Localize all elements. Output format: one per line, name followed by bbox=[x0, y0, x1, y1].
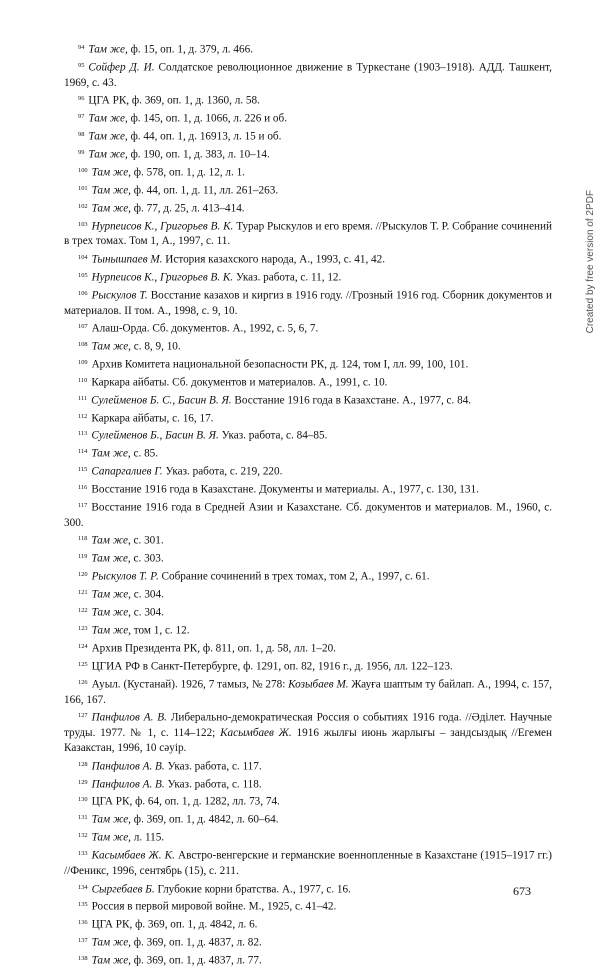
footnote-128 bbox=[64, 757, 552, 775]
footnote-97 bbox=[64, 109, 552, 127]
footnote-author: Там же, bbox=[91, 447, 131, 460]
footnote-text: Каркара айбаты, с. 16, 17. bbox=[91, 412, 214, 425]
footnote-author: Там же, bbox=[91, 624, 131, 637]
footnote-105 bbox=[64, 268, 552, 286]
footnote-author: Там же, bbox=[91, 552, 131, 565]
footnote-132 bbox=[64, 828, 552, 846]
footnote-author: Там же, bbox=[91, 588, 131, 601]
footnote-author: Сапаргалиев Г. bbox=[91, 465, 163, 478]
footnote-102 bbox=[64, 199, 552, 217]
footnote-author: Там же, bbox=[91, 813, 131, 826]
footnotes-list bbox=[64, 40, 552, 969]
footnote-98 bbox=[64, 127, 552, 145]
footnote-120 bbox=[64, 567, 552, 585]
footnote-number: 119 bbox=[78, 553, 88, 561]
footnote-number: 109 bbox=[78, 358, 88, 366]
footnote-text: Солдатское революционное движение в Туркестане (1903–1918). АДД. Ташкент, 1969, с. 43. bbox=[64, 61, 552, 89]
footnote-author: Там же, bbox=[91, 166, 131, 179]
footnote-number: 138 bbox=[78, 955, 88, 963]
footnote-number: 102 bbox=[78, 202, 88, 210]
footnote-number: 127 bbox=[78, 711, 88, 719]
footnote-text-2: 1916 жылғы июнь жарлығы – зандсыздық //Егемен Казакстан, 1996, 10 сәуір. bbox=[64, 726, 552, 755]
footnote-text: Алаш-Орда. Сб. документов. А., 1992, с. 5, 6, 7. bbox=[91, 322, 319, 335]
footnote-text: ф. 77, д. 25, л. 413–414. bbox=[130, 202, 245, 215]
footnote-number: 95 bbox=[78, 61, 85, 69]
footnote-99 bbox=[64, 145, 552, 163]
footnote-author: Там же, bbox=[91, 936, 131, 949]
footnote-text: Указ. работа, с. 11, 12. bbox=[233, 271, 342, 284]
footnote-text: с. 304. bbox=[130, 588, 164, 601]
footnote-number: 110 bbox=[78, 376, 88, 384]
footnote-number: 97 bbox=[78, 113, 85, 121]
footnote-text: Каркара айбаты. Сб. документов и материалов. А., 1991, с. 10. bbox=[91, 376, 388, 389]
footnote-112 bbox=[64, 409, 552, 427]
footnote-text: Глубокие корни братства. А., 1977, с. 16. bbox=[154, 883, 351, 895]
footnote-number: 116 bbox=[78, 484, 88, 492]
footnote-126 bbox=[64, 675, 552, 708]
footnote-author: Там же, bbox=[88, 43, 128, 56]
footnote-text: с. 304. bbox=[130, 606, 164, 619]
footnote-134 bbox=[64, 880, 552, 898]
footnote-author: Панфилов А. В. bbox=[91, 778, 165, 791]
footnote-text: ф. 44, оп. 1, д. 11, лл. 261–263. bbox=[130, 184, 279, 197]
footnote-106 bbox=[64, 286, 552, 319]
footnote-number: 96 bbox=[78, 95, 85, 103]
footnote-author: Нурпеисов К., Григорьев В. К. bbox=[91, 220, 234, 233]
watermark-text: Created by free version of 2PDF bbox=[585, 190, 596, 334]
footnote-text: Россия в первой мировой войне. М., 1925, с. 41–42. bbox=[91, 900, 337, 913]
footnote-author: Там же, bbox=[88, 148, 128, 161]
footnote-number: 107 bbox=[78, 323, 88, 330]
footnote-text: Указ. работа, с. 117. bbox=[164, 760, 262, 773]
page-number: 673 bbox=[513, 884, 531, 898]
footnote-text: Архив Президента РК, ф. 811, оп. 1, д. 58, лл. 1–20. bbox=[91, 642, 336, 655]
footnote-number: 106 bbox=[78, 289, 88, 297]
footnote-number: 135 bbox=[78, 901, 88, 909]
footnote-118 bbox=[64, 531, 552, 549]
footnote-author: Сойфер Д. И. bbox=[88, 61, 155, 74]
footnote-124 bbox=[64, 639, 552, 657]
footnote-95 bbox=[64, 58, 552, 91]
footnote-number: 114 bbox=[78, 448, 88, 456]
footnote-number: 112 bbox=[78, 412, 88, 420]
footnote-number: 99 bbox=[78, 148, 85, 156]
footnote-number: 105 bbox=[78, 271, 88, 279]
footnote-author-2: Козыбаев М. bbox=[288, 678, 349, 691]
footnote-text: том 1, с. 12. bbox=[130, 624, 190, 637]
footnote-text: с. 85. bbox=[130, 447, 159, 460]
footnote-text: ф. 578, оп. 1, д. 12, л. 1. bbox=[130, 166, 245, 179]
footnote-number: 117 bbox=[78, 502, 88, 510]
footnote-text: с. 303. bbox=[130, 552, 164, 565]
footnote-129 bbox=[64, 775, 552, 793]
footnote-121 bbox=[64, 585, 552, 603]
footnote-108 bbox=[64, 337, 552, 355]
footnote-116 bbox=[64, 480, 552, 498]
footnote-author: Там же, bbox=[91, 184, 131, 197]
footnote-author: Панфилов А. В. bbox=[91, 711, 167, 724]
footnote-110 bbox=[64, 373, 552, 391]
footnote-number: 115 bbox=[78, 466, 88, 474]
footnote-author: Там же, bbox=[91, 340, 131, 353]
footnote-author: Там же, bbox=[91, 606, 131, 619]
footnote-author: Рыскулов Т. bbox=[91, 289, 148, 302]
footnote-133 bbox=[64, 846, 552, 879]
footnote-104 bbox=[64, 250, 552, 268]
footnote-125 bbox=[64, 657, 552, 675]
footnote-number: 122 bbox=[78, 607, 88, 614]
footnote-text: Ауыл. (Кустанай). 1926, 7 тамыз, № 278: bbox=[91, 678, 289, 691]
footnote-text: ЦГА РК, ф. 64, оп. 1, д. 1282, лл. 73, 74. bbox=[91, 795, 280, 808]
footnote-text: ф. 145, оп. 1, д. 1066, л. 226 и об. bbox=[127, 112, 288, 125]
footnote-text: Австро-венгерские и германские военнопленные в Казахстане (1915–1917 гг.) //Феникс, 1996, сентябрь (15), с. 211. bbox=[64, 849, 552, 878]
footnote-text: Турар Рыскулов и его время. //Рыскулов Т. Р. Собрание сочинений в трех томах. Том 1, А., 1997, с. 11. bbox=[64, 220, 552, 248]
footnote-101 bbox=[64, 181, 552, 199]
footnote-number: 131 bbox=[78, 814, 88, 822]
footnote-number: 120 bbox=[78, 571, 88, 579]
footnote-122 bbox=[64, 603, 552, 621]
footnote-text: Указ. работа, с. 118. bbox=[164, 778, 262, 791]
footnote-109 bbox=[64, 355, 552, 373]
footnote-130 bbox=[64, 792, 552, 810]
footnote-117 bbox=[64, 498, 552, 531]
footnote-number: 94 bbox=[78, 44, 85, 51]
footnote-author: Там же, bbox=[88, 112, 128, 125]
footnote-number: 128 bbox=[78, 760, 88, 768]
footnote-127 bbox=[64, 708, 552, 757]
footnote-100 bbox=[64, 163, 552, 181]
footnote-text: ф. 190, оп. 1, д. 383, л. 10–14. bbox=[127, 148, 270, 161]
footnote-author: Сулейменов Б., Басин В. Я. bbox=[91, 429, 219, 442]
footnote-number: 98 bbox=[78, 131, 85, 139]
footnote-138 bbox=[64, 951, 552, 969]
footnote-number: 137 bbox=[78, 937, 88, 945]
footnote-number: 111 bbox=[78, 394, 88, 402]
footnote-number: 132 bbox=[78, 832, 88, 840]
footnote-text: ф. 44, оп. 1, д. 16913, л. 15 и об. bbox=[127, 130, 282, 143]
footnote-number: 100 bbox=[78, 166, 88, 174]
footnote-number: 103 bbox=[78, 220, 88, 228]
footnote-author-2: Касымбаев Ж. bbox=[220, 726, 292, 739]
footnote-text: Восстание 1916 года в Средней Азии и Казахстане. Сб. документов и материалов. М., 1960, с. 300. bbox=[64, 501, 552, 529]
footnote-96 bbox=[64, 91, 552, 109]
footnote-text: Архив Комитета национальной безопасности РК, д. 124, том I, лл. 99, 100, 101. bbox=[91, 358, 469, 371]
footnote-author: Рыскулов Т. Р. bbox=[91, 570, 159, 583]
footnote-text: Либерально-демократическая Россия о событиях 1916 года. //Әділет. Научные труды. 1977. № 1, с. 114–122; bbox=[64, 711, 552, 739]
footnote-137 bbox=[64, 933, 552, 951]
footnote-111 bbox=[64, 391, 552, 409]
footnote-author: Сыргебаев Б. bbox=[91, 883, 155, 895]
footnote-text: ЦГА РК, ф. 369, оп. 1, д. 1360, л. 58. bbox=[88, 94, 260, 107]
footnote-135 bbox=[64, 897, 552, 915]
footnote-123 bbox=[64, 621, 552, 639]
footnote-115 bbox=[64, 462, 552, 480]
footnote-number: 136 bbox=[78, 919, 88, 927]
footnote-author: Там же, bbox=[91, 954, 131, 967]
footnote-number: 129 bbox=[78, 778, 88, 786]
footnote-number: 101 bbox=[78, 184, 88, 192]
footnote-text: История казахского народа, А., 1993, с. 41, 42. bbox=[162, 253, 386, 266]
footnote-text: Восстание казахов и киргиз в 1916 году. //Грозный 1916 год. Сборник документов и материалов. II том. А., 1998, с. 9, 10. bbox=[64, 289, 552, 317]
footnote-author: Там же, bbox=[91, 831, 131, 844]
footnote-number: 118 bbox=[78, 535, 88, 543]
footnote-131 bbox=[64, 810, 552, 828]
footnote-author: Касымбаев Ж. К. bbox=[91, 849, 175, 862]
footnote-text: ЦГА РК, ф. 369, оп. 1, д. 4842, л. 6. bbox=[91, 918, 258, 931]
footnote-text: л. 115. bbox=[130, 831, 165, 844]
footnote-number: 134 bbox=[78, 883, 88, 891]
footnote-114 bbox=[64, 444, 552, 462]
footnote-number: 104 bbox=[78, 253, 88, 261]
footnote-113 bbox=[64, 426, 552, 444]
footnote-number: 125 bbox=[78, 660, 88, 668]
footnote-author: Нурпеисов К., Григорьев В. К. bbox=[91, 271, 234, 284]
footnote-author: Там же, bbox=[91, 202, 131, 215]
footnote-author: Сулейменов Б. С., Басин В. Я. bbox=[91, 394, 232, 407]
footnote-119 bbox=[64, 549, 552, 567]
footnote-text: с. 8, 9, 10. bbox=[130, 340, 181, 353]
footnote-94 bbox=[64, 40, 552, 58]
footnote-number: 124 bbox=[78, 642, 88, 650]
footnote-text: Собрание сочинений в трех томах, том 2, А., 1997, с. 61. bbox=[158, 570, 430, 583]
footnote-text: ф. 369, оп. 1, д. 4837, л. 77. bbox=[130, 954, 262, 967]
footnote-text: Указ. работа, с. 219, 220. bbox=[162, 465, 283, 478]
footnote-author: Панфилов А. В. bbox=[91, 760, 165, 773]
footnote-136 bbox=[64, 915, 552, 933]
footnote-number: 130 bbox=[78, 796, 88, 804]
footnote-107 bbox=[64, 319, 552, 337]
footnote-text: ф. 369, оп. 1, д. 4837, л. 82. bbox=[130, 936, 262, 949]
footnote-103 bbox=[64, 217, 552, 250]
footnote-text: ф. 15, оп. 1, д. 379, л. 466. bbox=[127, 43, 253, 56]
footnote-number: 123 bbox=[78, 624, 88, 632]
footnote-author: Там же bbox=[91, 534, 128, 547]
footnote-text-2: Жауға шаптым ту байлап. А., 1994, с. 157, 166, 167. bbox=[64, 678, 552, 706]
footnote-number: 126 bbox=[78, 678, 88, 686]
footnote-number: 113 bbox=[78, 430, 88, 438]
footnote-text: ЦГИА РФ в Санкт-Петербурге, ф. 1291, оп. 82, 1916 г., д. 1956, лл. 122–123. bbox=[91, 660, 453, 673]
footnote-number: 121 bbox=[78, 589, 88, 597]
footnote-author: Тынышпаев М. bbox=[91, 253, 163, 266]
footnote-text: Восстание 1916 года в Казахстане. А., 1977, с. 84. bbox=[231, 394, 472, 407]
footnote-text: Восстание 1916 года в Казахстане. Документы и материалы. А., 1977, с. 130, 131. bbox=[91, 483, 479, 496]
footnote-number: 133 bbox=[78, 850, 88, 858]
footnote-number: 108 bbox=[78, 340, 88, 348]
footnote-text: , с. 301. bbox=[127, 534, 164, 547]
footnote-text: Указ. работа, с. 84–85. bbox=[218, 429, 328, 442]
footnote-text: ф. 369, оп. 1, д. 4842, л. 60–64. bbox=[130, 813, 279, 826]
footnote-author: Там же, bbox=[88, 130, 128, 143]
